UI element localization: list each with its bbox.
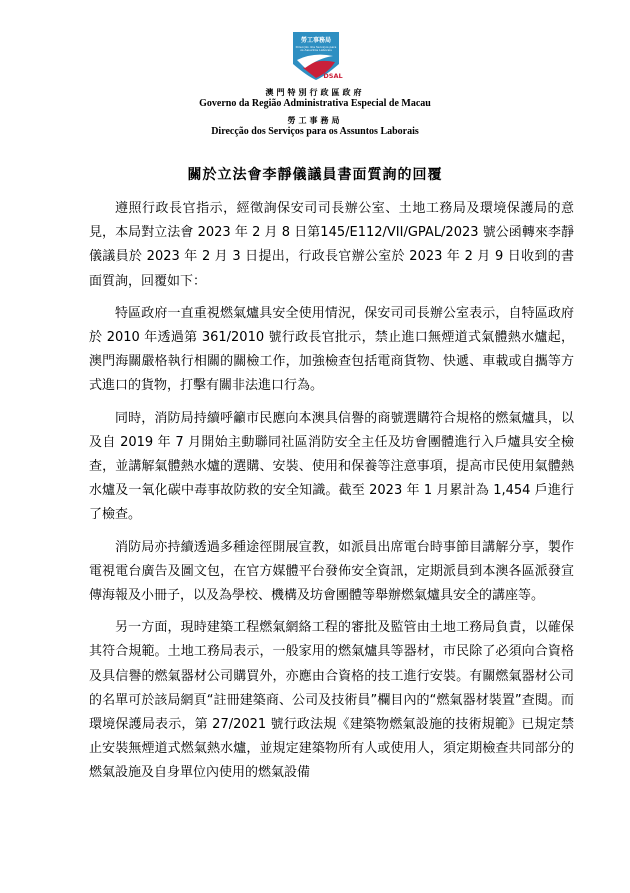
logo-abbreviation: DSAL <box>323 72 343 80</box>
logo-subtitle: Direcção dos Serviços para os Assuntos Laborais <box>295 45 337 52</box>
paragraph-5: 另一方面，現時建築工程燃氣網絡工程的審批及監管由土地工務局負責，以確保其符合規範。土地工務局表示，一般家用的燃氣爐具等器材，市民除了必須向合資格及具信譽的燃氣器材公司購買外，亦應由合資格的技工進行安裝。有關燃氣器材公司的名單可於該局網頁“註冊建築商、公司及技術員”欄目內的“燃氣器材裝置”查閱。而環境保護局表示，第 27/2021 號行政法規《建築物燃氣設施的技術規範》已規定禁止安裝無煙道式燃氣熱水爐，並規定建築物所有人或使用人，須定期檢查共同部分的燃氣設施及自身單位內使用的燃氣設備 <box>89 620 574 781</box>
paragraph-4: 消防局亦持續透過多種途徑開展宣教，如派員出席電台時事節目講解分享，製作電視電台廣告及圖文包，在官方媒體平台發佈安全資訊，定期派員到本澳各區派發宣傳海報及小冊子，以及為學校、機構及坊會團體等舉辦燃氣爐具安全的講座等。 <box>89 539 574 604</box>
document-body <box>89 197 574 786</box>
department-name-portuguese: Direcção dos Serviços para os Assuntos Laborais <box>211 126 419 137</box>
department-name-chinese: 勞工事務局 <box>287 116 343 125</box>
paragraph-1: 遵照行政長官指示，經徵詢保安司司長辦公室、土地工務局及環境保護局的意見，本局對立法會 2023 年 2 月 8 日第145/E112/VII/GPAL/2023 號公函轉來李靜儀議員於 2023 年 2 月 3 日提出，行政長官辦公室於 2023 年 2 月 9 日收到的書面質詢，回覆如下： <box>89 201 574 289</box>
document-title: 關於立法會李靜儀議員書面質詢的回覆 <box>187 167 443 183</box>
logo-title: 勞工事務局 <box>300 37 331 44</box>
government-name-chinese: 澳門特別行政區政府 <box>265 88 365 97</box>
letterhead <box>0 0 630 140</box>
paragraph-2: 特區政府一直重視燃氣爐具安全使用情況，保安司司長辦公室表示，自特區政府於 2010 年透過第 361/2010 號行政長官批示，禁止進口無煙道式氣體熱水爐起，澳門海關嚴格執行相關的關檢工作，加強檢查包括電商貨物、快遞、車載或自攜等方式進口的貨物，打擊有關非法進口行為。 <box>89 305 574 394</box>
dsal-logo <box>285 30 347 82</box>
government-name-portuguese: Governo da Região Administrativa Especial de Macau <box>199 98 431 109</box>
paragraph-3: 同時，消防局持續呼籲市民應向本澳具信譽的商號選購符合規格的燃氣爐具，以及自 2019 年 7 月開始主動聯同社區消防安全主任及坊會團體進行入戶爐具安全檢查，並講解氣體熱水爐的選購、安裝、使用和保養等注意事項，提高市民使用氣體熱水爐及一氧化碳中毒事故防救的安全知識。截至 2023 年 1 月累計為 1,454 戶進行了檢查。 <box>89 410 574 523</box>
